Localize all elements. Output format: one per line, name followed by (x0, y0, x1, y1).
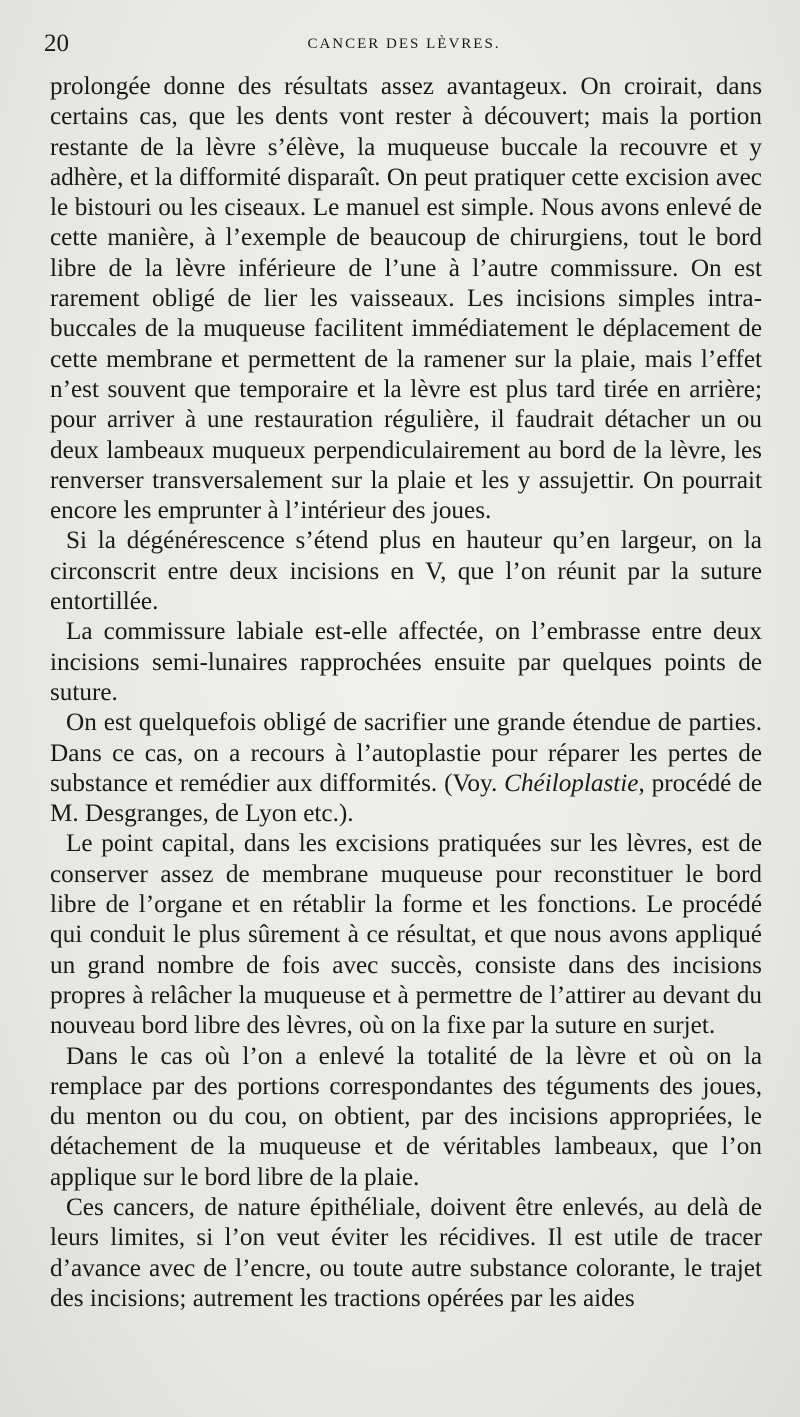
running-title: CANCER DES LÈVRES. (307, 36, 501, 52)
paragraph-text: , procédé de M. Desgranges, de Lyon etc.). (50, 769, 762, 828)
paragraph: Le point capital, dans les excisions pratiquées sur les lèvres, est de conserver assez de membrane muqueuse pour reconstituer le bord libre de l’organe et en rétablir la forme et les fonctions. Le procédé qui conduit le plus sûrement à ce résultat, et que nous avons appliqué un grand nombre de fois avec succès, consiste dans des incisions propres à relâcher la muqueuse et à permettre de l’attirer au devant du nouveau bord libre des lèvres, où on la fixe par la suture en surjet. (50, 830, 762, 1040)
body-text (50, 72, 762, 1314)
page-header (44, 30, 764, 64)
paragraph: Dans le cas où l’on a enlevé la totalité de la lèvre et où on la remplace par des portions correspondantes des téguments des joues, du menton ou du cou, on obtient, par des incisions appropriées, le détachement de la muqueuse et de véritables lambeaux, que l’on applique sur le bord libre de la plaie. (50, 1042, 762, 1191)
paragraph: Si la dégénérescence s’étend plus en hauteur qu’en largeur, on la circonscrit entre deux incisions en V, que l’on réunit par la suture entortillée. (50, 527, 762, 616)
paragraph (50, 708, 762, 829)
paragraph: prolongée donne des résultats assez avantageux. On croirait, dans certains cas, que les dents vont rester à découvert; mais la portion restante de la lèvre s’élève, la muqueuse buccale la recouvre et y adhère, et la difformité disparaît. On peut pratiquer cette excision avec le bistouri ou les ciseaux. Le manuel est simple. Nous avons enlevé de cette manière, à l’exemple de beaucoup de chirurgiens, tout le bord libre de la lèvre inférieure de l’une à l’autre commissure. On est rarement obligé de lier les vaisseaux. Les incisions simples intra-buccales de la muqueuse facilitent immédiatement le déplacement de cette membrane et permettent de la ramener sur la plaie, mais l’effet n’est souvent que temporaire et la lèvre est plus tard tirée en arrière; pour arriver à une restauration régulière, il faudrait détacher un ou deux lambeaux muqueux perpendiculairement au bord de la lèvre, les renverser transversalement sur la plaie et les y assujettir. On pourrait encore les emprunter à l’intérieur des joues. (50, 73, 762, 525)
paragraph: Ces cancers, de nature épithéliale, doivent être enlevés, au delà de leurs limites, si l’on veut éviter les récidives. Il est utile de tracer d’avance avec de l’encre, ou toute autre substance colorante, le trajet des incisions; autrement les tractions opérées par les aides (50, 1193, 762, 1312)
paragraph-text: On est quelquefois obligé de sacrifier une grande étendue de parties. Dans ce cas, on a recours à l’autoplastie pour réparer les pertes de substance et remédier aux difformités. (Voy. (50, 709, 762, 797)
page-number: 20 (44, 30, 69, 57)
italic-reference: Chéiloplastie (504, 769, 639, 797)
paragraph: La commissure labiale est-elle affectée, on l’embrasse entre deux incisions semi-lunaires rapprochées ensuite par quelques points de suture. (50, 618, 762, 706)
